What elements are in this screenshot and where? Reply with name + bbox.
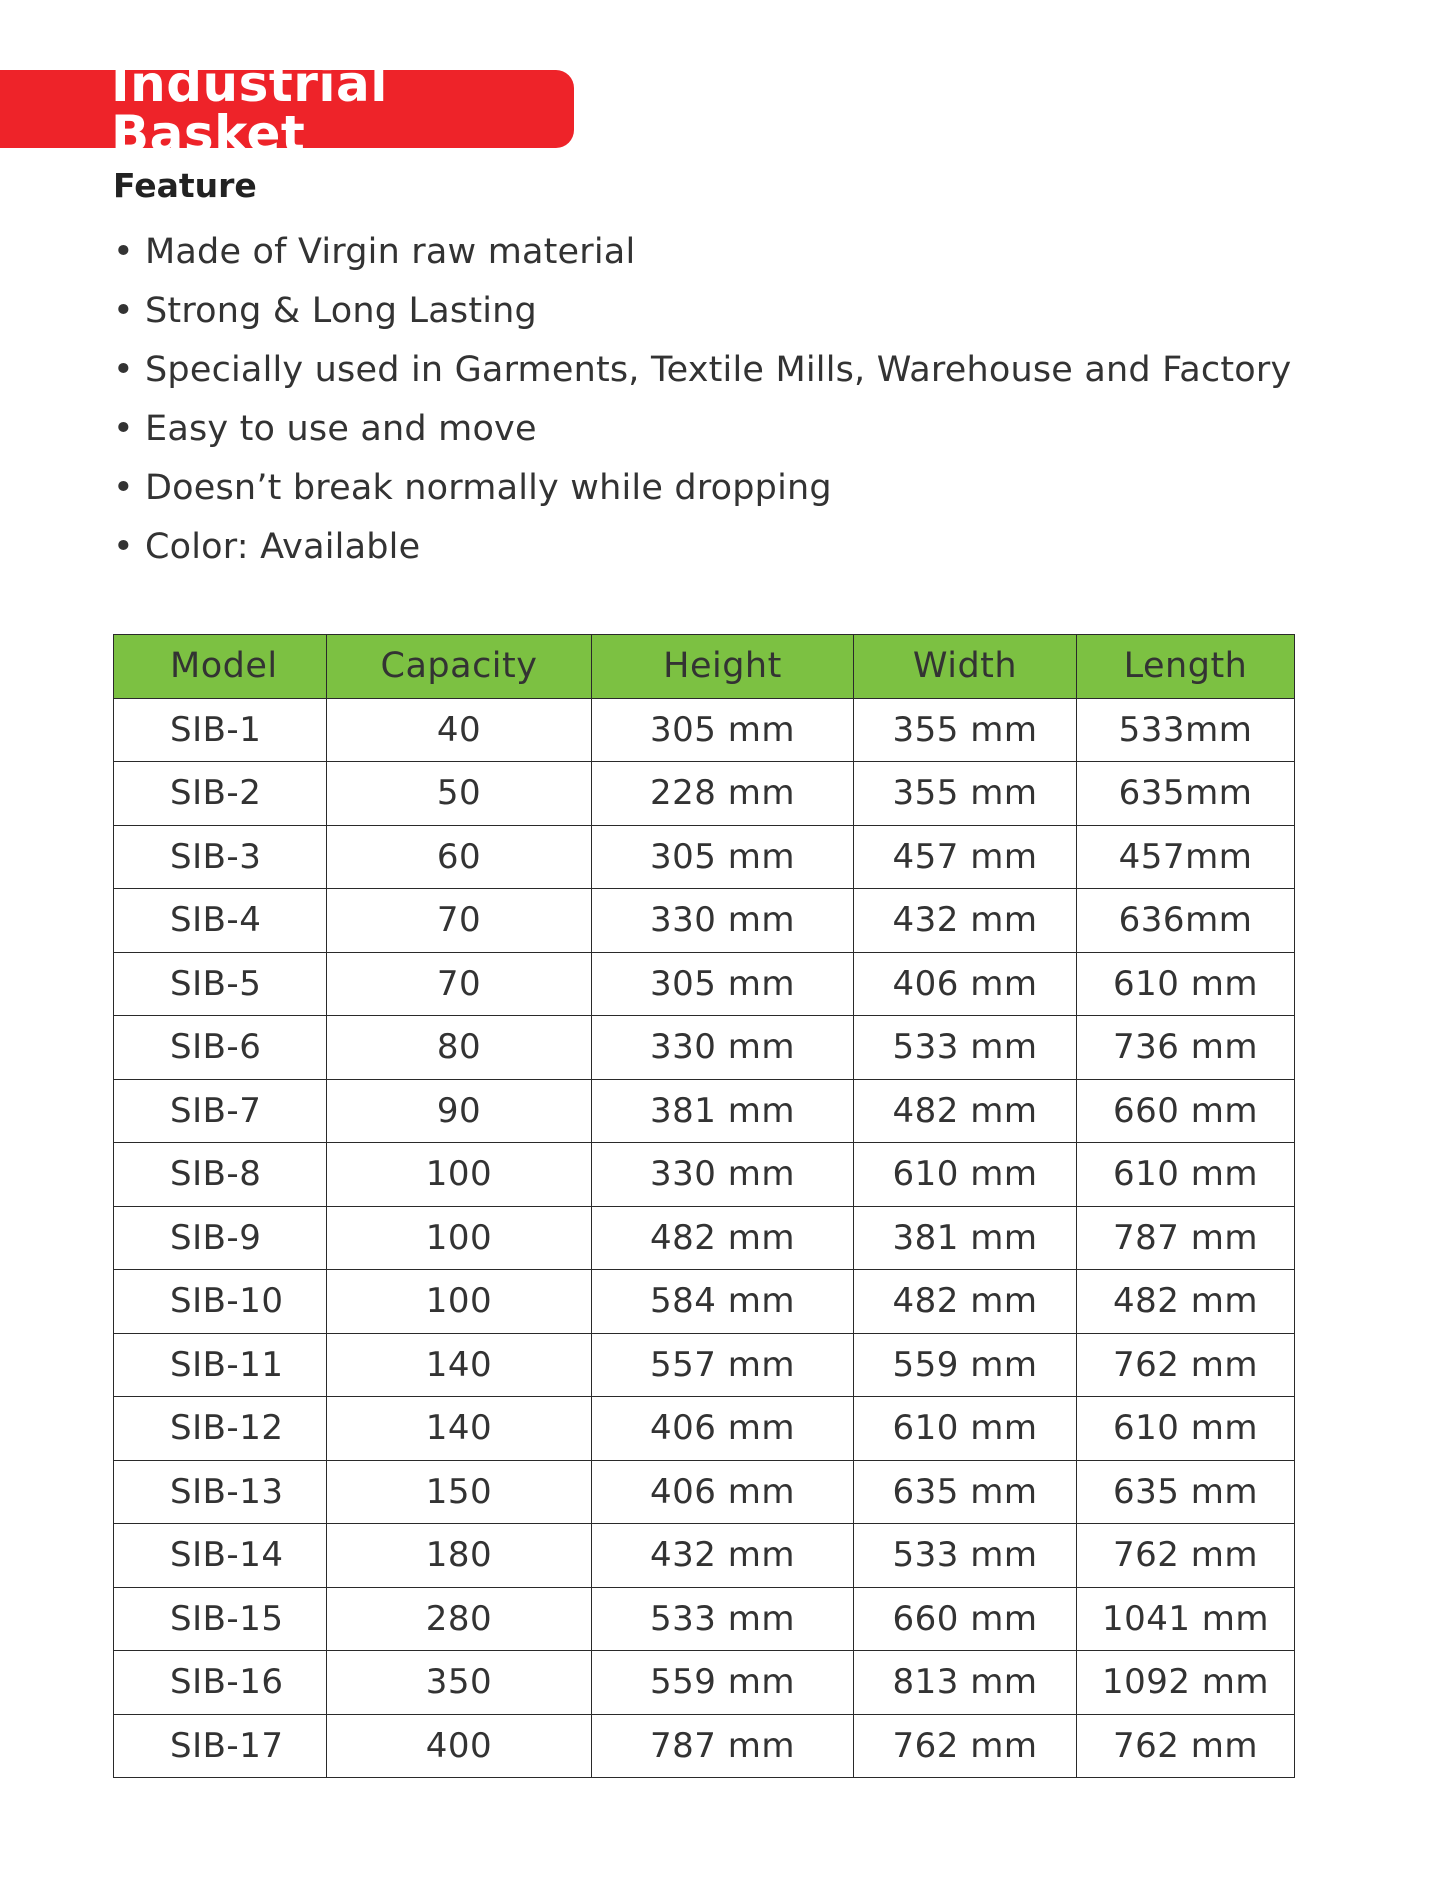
cell-capacity: 100 (327, 1143, 592, 1207)
cell-length: 482 mm (1077, 1270, 1295, 1334)
cell-height: 330 mm (592, 1016, 854, 1080)
cell-height: 787 mm (592, 1714, 854, 1778)
feature-text: Specially used in Garments, Textile Mills, Warehouse and Factory (145, 349, 1292, 390)
table-row (114, 1651, 1295, 1715)
table-row (114, 1143, 1295, 1207)
cell-length: 610 mm (1077, 952, 1295, 1016)
table-row (114, 1079, 1295, 1143)
table-row (114, 1397, 1295, 1461)
cell-length: 610 mm (1077, 1143, 1295, 1207)
cell-model: SIB-15 (114, 1587, 327, 1651)
cell-capacity: 180 (327, 1524, 592, 1588)
cell-capacity: 80 (327, 1016, 592, 1080)
cell-width: 355 mm (854, 698, 1077, 762)
bullet-icon: • (113, 349, 134, 390)
spec-table-body (114, 698, 1295, 1778)
cell-width: 813 mm (854, 1651, 1077, 1715)
feature-item (113, 340, 1291, 399)
table-row (114, 1524, 1295, 1588)
feature-text: Strong & Long Lasting (145, 290, 537, 331)
cell-model: SIB-10 (114, 1270, 327, 1334)
header-length: Length (1077, 635, 1295, 699)
cell-height: 482 mm (592, 1206, 854, 1270)
cell-capacity: 140 (327, 1397, 592, 1461)
cell-height: 557 mm (592, 1333, 854, 1397)
cell-model: SIB-7 (114, 1079, 327, 1143)
cell-model: SIB-1 (114, 698, 327, 762)
table-row (114, 1270, 1295, 1334)
cell-height: 305 mm (592, 825, 854, 889)
feature-text: Color: Available (145, 526, 421, 567)
cell-width: 635 mm (854, 1460, 1077, 1524)
cell-capacity: 100 (327, 1270, 592, 1334)
cell-length: 660 mm (1077, 1079, 1295, 1143)
feature-text: Doesn’t break normally while dropping (145, 467, 832, 508)
feature-item (113, 517, 1291, 576)
cell-width: 559 mm (854, 1333, 1077, 1397)
cell-length: 736 mm (1077, 1016, 1295, 1080)
page-title: Industrial Basket (111, 55, 388, 163)
cell-width: 381 mm (854, 1206, 1077, 1270)
cell-capacity: 100 (327, 1206, 592, 1270)
cell-model: SIB-5 (114, 952, 327, 1016)
cell-capacity: 150 (327, 1460, 592, 1524)
table-row (114, 1587, 1295, 1651)
cell-height: 305 mm (592, 698, 854, 762)
cell-width: 482 mm (854, 1079, 1077, 1143)
table-row (114, 1714, 1295, 1778)
cell-length: 1092 mm (1077, 1651, 1295, 1715)
cell-capacity: 50 (327, 762, 592, 826)
feature-item (113, 399, 1291, 458)
cell-length: 762 mm (1077, 1524, 1295, 1588)
cell-model: SIB-8 (114, 1143, 327, 1207)
table-row (114, 1333, 1295, 1397)
table-row (114, 762, 1295, 826)
cell-length: 533mm (1077, 698, 1295, 762)
cell-model: SIB-14 (114, 1524, 327, 1588)
cell-width: 660 mm (854, 1587, 1077, 1651)
cell-capacity: 400 (327, 1714, 592, 1778)
feature-item (113, 281, 1291, 340)
title-banner (0, 55, 574, 163)
bullet-icon: • (113, 526, 134, 567)
cell-capacity: 40 (327, 698, 592, 762)
cell-length: 635 mm (1077, 1460, 1295, 1524)
cell-capacity: 350 (327, 1651, 592, 1715)
table-row (114, 1016, 1295, 1080)
cell-capacity: 70 (327, 952, 592, 1016)
cell-length: 457mm (1077, 825, 1295, 889)
cell-capacity: 90 (327, 1079, 592, 1143)
cell-height: 533 mm (592, 1587, 854, 1651)
cell-width: 762 mm (854, 1714, 1077, 1778)
cell-capacity: 280 (327, 1587, 592, 1651)
cell-model: SIB-6 (114, 1016, 327, 1080)
cell-model: SIB-2 (114, 762, 327, 826)
bullet-icon: • (113, 408, 134, 449)
cell-model: SIB-16 (114, 1651, 327, 1715)
cell-height: 305 mm (592, 952, 854, 1016)
cell-width: 432 mm (854, 889, 1077, 953)
cell-width: 482 mm (854, 1270, 1077, 1334)
cell-length: 762 mm (1077, 1714, 1295, 1778)
cell-length: 610 mm (1077, 1397, 1295, 1461)
cell-height: 330 mm (592, 889, 854, 953)
bullet-icon: • (113, 467, 134, 508)
header-row (114, 635, 1295, 699)
feature-text: Made of Virgin raw material (145, 231, 636, 272)
spec-table-header (114, 635, 1295, 699)
cell-length: 636mm (1077, 889, 1295, 953)
cell-length: 1041 mm (1077, 1587, 1295, 1651)
table-row (114, 889, 1295, 953)
cell-model: SIB-9 (114, 1206, 327, 1270)
cell-capacity: 140 (327, 1333, 592, 1397)
feature-item (113, 458, 1291, 517)
bullet-icon: • (113, 231, 134, 272)
cell-height: 330 mm (592, 1143, 854, 1207)
cell-capacity: 60 (327, 825, 592, 889)
feature-text: Easy to use and move (145, 408, 537, 449)
header-model: Model (114, 635, 327, 699)
table-row (114, 825, 1295, 889)
cell-height: 559 mm (592, 1651, 854, 1715)
cell-model: SIB-13 (114, 1460, 327, 1524)
cell-model: SIB-3 (114, 825, 327, 889)
cell-width: 533 mm (854, 1524, 1077, 1588)
bullet-icon: • (113, 290, 134, 331)
table-row (114, 1460, 1295, 1524)
cell-length: 762 mm (1077, 1333, 1295, 1397)
cell-width: 457 mm (854, 825, 1077, 889)
table-row (114, 1206, 1295, 1270)
feature-list (113, 222, 1291, 576)
cell-height: 432 mm (592, 1524, 854, 1588)
cell-width: 355 mm (854, 762, 1077, 826)
spec-table (113, 634, 1295, 1778)
cell-length: 635mm (1077, 762, 1295, 826)
header-capacity: Capacity (327, 635, 592, 699)
cell-height: 406 mm (592, 1460, 854, 1524)
cell-width: 610 mm (854, 1143, 1077, 1207)
cell-capacity: 70 (327, 889, 592, 953)
feature-item (113, 222, 1291, 281)
cell-height: 228 mm (592, 762, 854, 826)
cell-height: 584 mm (592, 1270, 854, 1334)
header-width: Width (854, 635, 1077, 699)
table-row (114, 952, 1295, 1016)
cell-width: 533 mm (854, 1016, 1077, 1080)
cell-length: 787 mm (1077, 1206, 1295, 1270)
cell-width: 406 mm (854, 952, 1077, 1016)
cell-height: 406 mm (592, 1397, 854, 1461)
cell-width: 610 mm (854, 1397, 1077, 1461)
header-height: Height (592, 635, 854, 699)
table-row (114, 698, 1295, 762)
cell-model: SIB-11 (114, 1333, 327, 1397)
cell-model: SIB-17 (114, 1714, 327, 1778)
cell-height: 381 mm (592, 1079, 854, 1143)
feature-heading: Feature (113, 166, 257, 205)
cell-model: SIB-4 (114, 889, 327, 953)
cell-model: SIB-12 (114, 1397, 327, 1461)
